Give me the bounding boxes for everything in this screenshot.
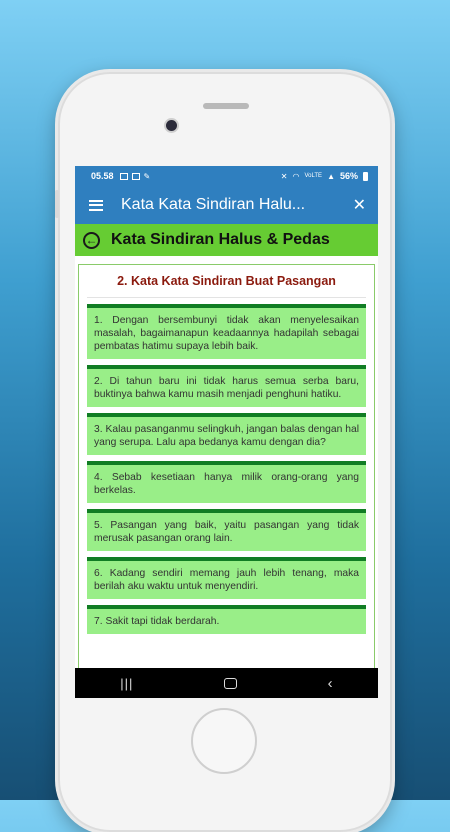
app-title: Kata Kata Sindiran Halu...: [121, 196, 306, 213]
back-chevron-icon[interactable]: ‹: [327, 674, 333, 692]
quote-item[interactable]: 5. Pasangan yang baik, yaitu pasangan yang tidak merusak pasangan orang lain.: [87, 509, 366, 551]
category-title: Kata Sindiran Halus & Pedas: [111, 231, 330, 248]
mute-icon: ✕: [280, 171, 288, 181]
status-right: [281, 171, 368, 181]
close-icon[interactable]: ✕: [352, 197, 366, 214]
recents-icon[interactable]: |||: [120, 675, 134, 691]
content-area[interactable]: [75, 256, 378, 698]
quote-item[interactable]: 4. Sebab kesetiaan hanya milik orang-orang yang berkelas.: [87, 461, 366, 503]
phone-home-button[interactable]: [191, 708, 257, 774]
home-icon[interactable]: [224, 678, 237, 689]
battery-level: 56%: [339, 171, 358, 181]
phone-camera: [166, 120, 177, 131]
image-notification-icon: [120, 173, 128, 180]
status-time: 05.58: [91, 171, 114, 181]
quote-item[interactable]: 2. Di tahun baru ini tidak harus semua serba baru, buktinya bahwa kamu masih menjadi penghuni hatiku.: [87, 365, 366, 407]
quotes-card: [78, 264, 375, 698]
quote-item[interactable]: 1. Dengan bersembunyi tidak akan menyelesaikan masalah, bagaimanapun keadaannya hadapilah sebagai pembatas hatimu supaya lebih baik.: [87, 304, 366, 359]
sub-header: [75, 224, 378, 256]
check-notification-icon: [132, 173, 140, 180]
network-type: VoLTE: [304, 173, 323, 179]
app-screen: [75, 166, 378, 698]
phone-side-button: [55, 190, 59, 218]
signal-icon: ▲: [327, 171, 335, 181]
tool-notification-icon: ✎: [143, 171, 151, 181]
app-bar: [75, 186, 378, 224]
quote-item[interactable]: 3. Kalau pasanganmu selingkuh, jangan balas dengan hal yang serupa. Lalu apa bedanya kamu dengan dia?: [87, 413, 366, 455]
quote-item[interactable]: 6. Kadang sendiri memang jauh lebih tenang, maka berilah aku waktu untuk menyendiri.: [87, 557, 366, 599]
wifi-icon: ◠: [292, 171, 300, 181]
phone-speaker: [203, 103, 249, 109]
quote-item[interactable]: 7. Sakit tapi tidak berdarah.: [87, 605, 366, 634]
status-bar: [75, 166, 378, 186]
hamburger-menu-icon[interactable]: [89, 200, 103, 211]
section-title: 2. Kata Kata Sindiran Buat Pasangan: [87, 271, 366, 298]
battery-icon: [363, 172, 368, 181]
android-nav-bar: [75, 668, 378, 698]
back-arrow-icon[interactable]: ←: [83, 232, 100, 249]
